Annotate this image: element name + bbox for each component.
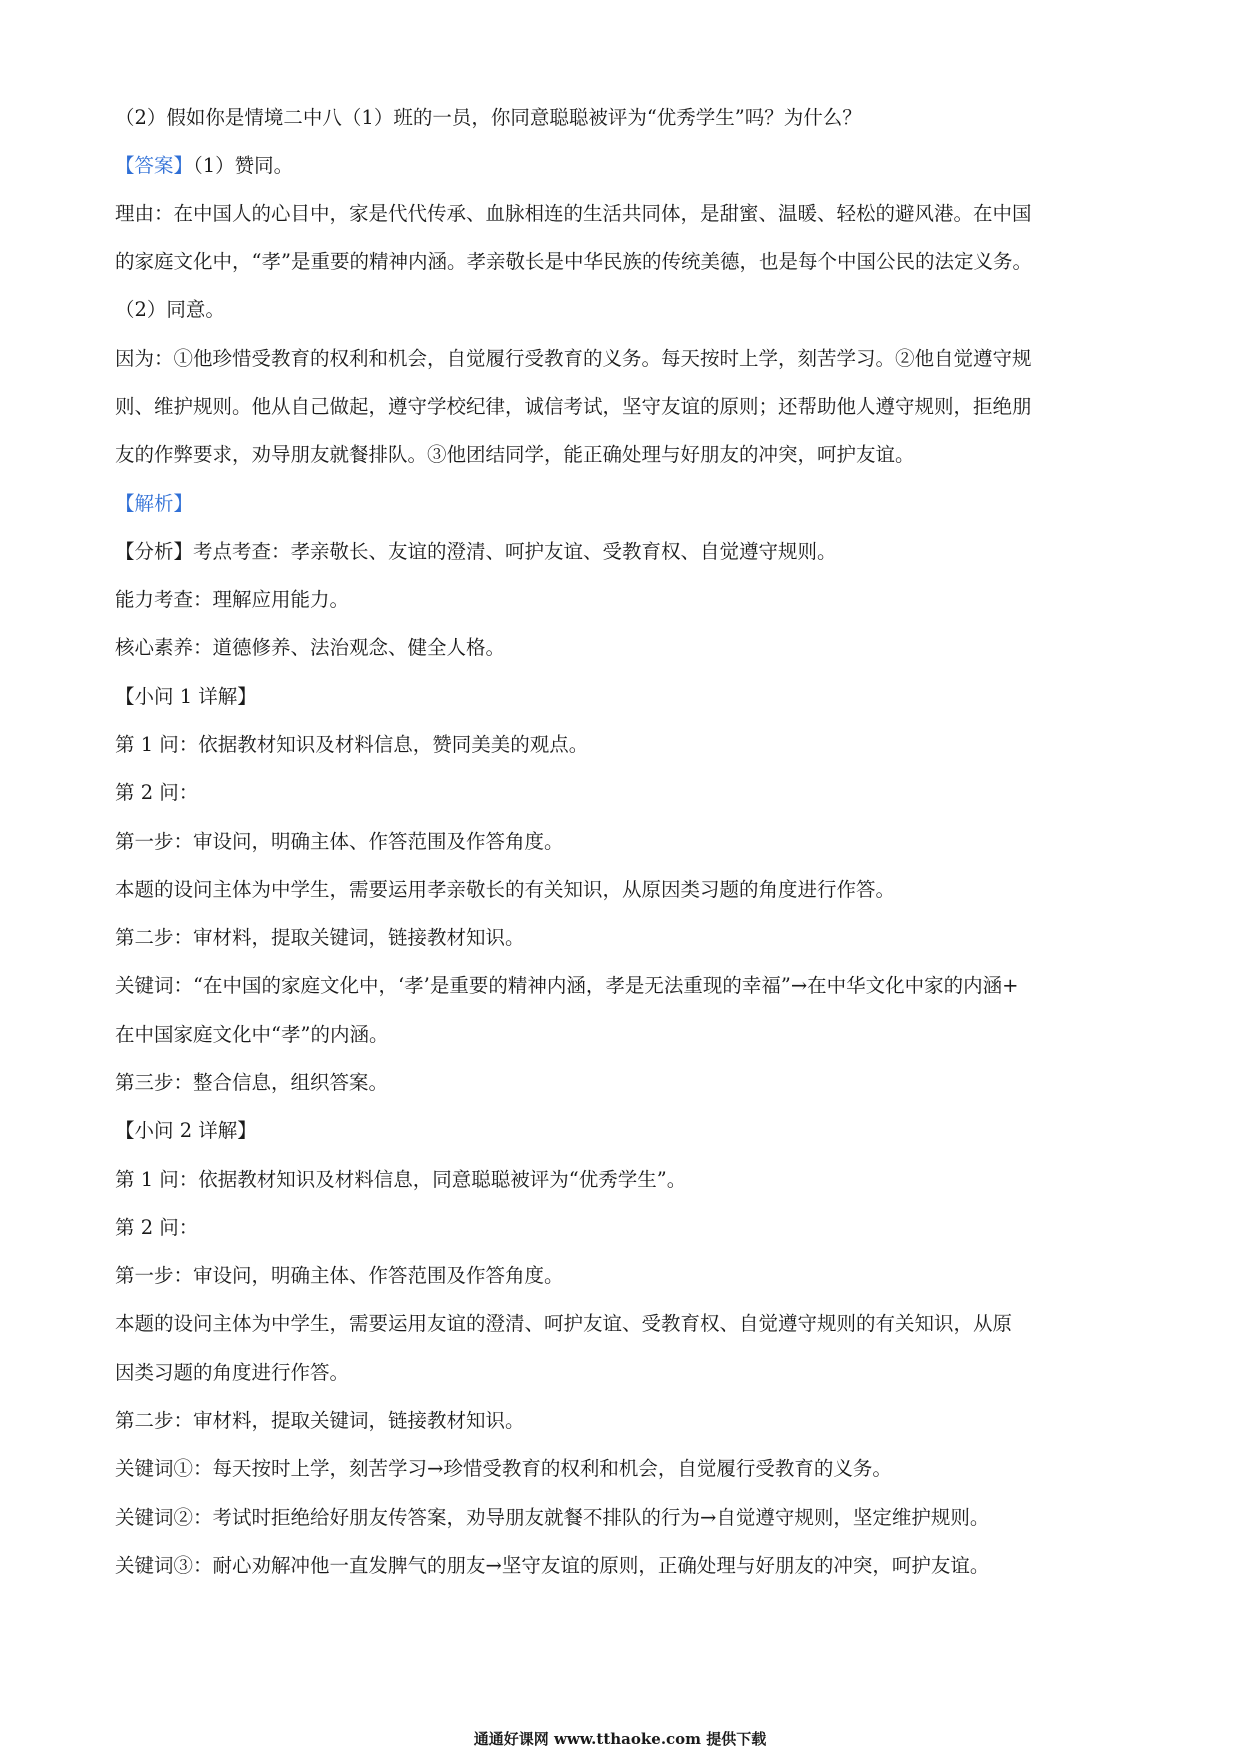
sq1-step2: 第二步：审材料，提取关键词，链接教材知识。	[115, 926, 525, 949]
because-line-1: 因为：①他珍惜受教育的权利和机会，自觉履行受教育的义务。每天按时上学，刻苦学习。②他自觉遵守规	[115, 347, 1032, 370]
sq2-keyword-1: 关键词①：每天按时上学，刻苦学习→珍惜受教育的权利和机会，自觉履行受教育的义务。	[115, 1457, 892, 1480]
sq1-keywords-2: 在中国家庭文化中“孝”的内涵。	[115, 1023, 389, 1046]
sq2-keyword-3: 关键词③：耐心劝解冲他一直发脾气的朋友→坚守友谊的原则，正确处理与好朋友的冲突，呵护友谊。	[115, 1554, 990, 1577]
because-line-3: 友的作弊要求，劝导朋友就餐排队。③他团结同学，能正确处理与好朋友的冲突，呵护友谊。	[115, 443, 915, 466]
core-literacy: 核心素养：道德修养、法治观念、健全人格。	[115, 636, 506, 659]
sq2-q2: 第 2 问：	[115, 1216, 199, 1239]
analysis-points: 【分析】考点考查：孝亲敬长、友谊的澄清、呵护友谊、受教育权、自觉遵守规则。	[115, 540, 837, 563]
ability-check: 能力考查：理解应用能力。	[115, 588, 350, 611]
reason-line-1: 理由：在中国人的心目中，家是代代传承、血脉相连的生活共同体，是甜蜜、温暖、轻松的避风港。在中国	[115, 202, 1032, 225]
reason-line-2: 的家庭文化中，“孝”是重要的精神内涵。孝亲敬长是中华民族的传统美德，也是每个中国公民的法定义务。	[115, 250, 1032, 273]
sq1-q2: 第 2 问：	[115, 781, 199, 804]
subquestion-1-heading: 【小问 1 详解】	[115, 685, 257, 708]
answer-line	[115, 153, 1135, 179]
answer-1-text: （1）赞同。	[193, 154, 294, 177]
sq2-step2: 第二步：审材料，提取关键词，链接教材知识。	[115, 1409, 525, 1432]
sq2-step1: 第一步：审设问，明确主体、作答范围及作答角度。	[115, 1264, 564, 1287]
sq1-step1: 第一步：审设问，明确主体、作答范围及作答角度。	[115, 830, 564, 853]
subquestion-2-heading: 【小问 2 详解】	[115, 1119, 257, 1142]
question-2-text: （2）假如你是情境二中八（1）班的一员，你同意聪聪被评为“优秀学生”吗？为什么？	[115, 106, 862, 129]
sq2-keyword-2: 关键词②：考试时拒绝给好朋友传答案，劝导朋友就餐不排队的行为→自觉遵守规则，坚定维护规则。	[115, 1506, 990, 1529]
answer-tag: 【答案】	[115, 154, 194, 177]
sq1-keywords-1: 关键词：“在中国的家庭文化中，‘孝’是重要的精神内涵，孝是无法重现的幸福”→在中华文化中家的内涵+	[115, 974, 1019, 997]
sq1-q1: 第 1 问：依据教材知识及材料信息，赞同美美的观点。	[115, 733, 589, 756]
sq2-q1: 第 1 问：依据教材知识及材料信息，同意聪聪被评为“优秀学生”。	[115, 1168, 687, 1191]
footer-watermark: 通通好课网 www.tthaoke.com 提供下载	[473, 1730, 767, 1748]
because-line-2: 则、维护规则。他从自己做起，遵守学校纪律，诚信考试，坚守友谊的原则；还帮助他人遵守规则，拒绝朋	[115, 395, 1032, 418]
analysis-tag: 【解析】	[115, 492, 194, 515]
answer-2-text: （2）同意。	[115, 298, 225, 321]
sq1-subject: 本题的设问主体为中学生，需要运用孝亲敬长的有关知识，从原因类习题的角度进行作答。	[115, 878, 896, 901]
sq1-step3: 第三步：整合信息，组织答案。	[115, 1071, 389, 1094]
sq2-subject-1: 本题的设问主体为中学生，需要运用友谊的澄清、呵护友谊、受教育权、自觉遵守规则的有关知识，从原	[115, 1312, 1013, 1335]
sq2-subject-2: 因类习题的角度进行作答。	[115, 1361, 350, 1384]
